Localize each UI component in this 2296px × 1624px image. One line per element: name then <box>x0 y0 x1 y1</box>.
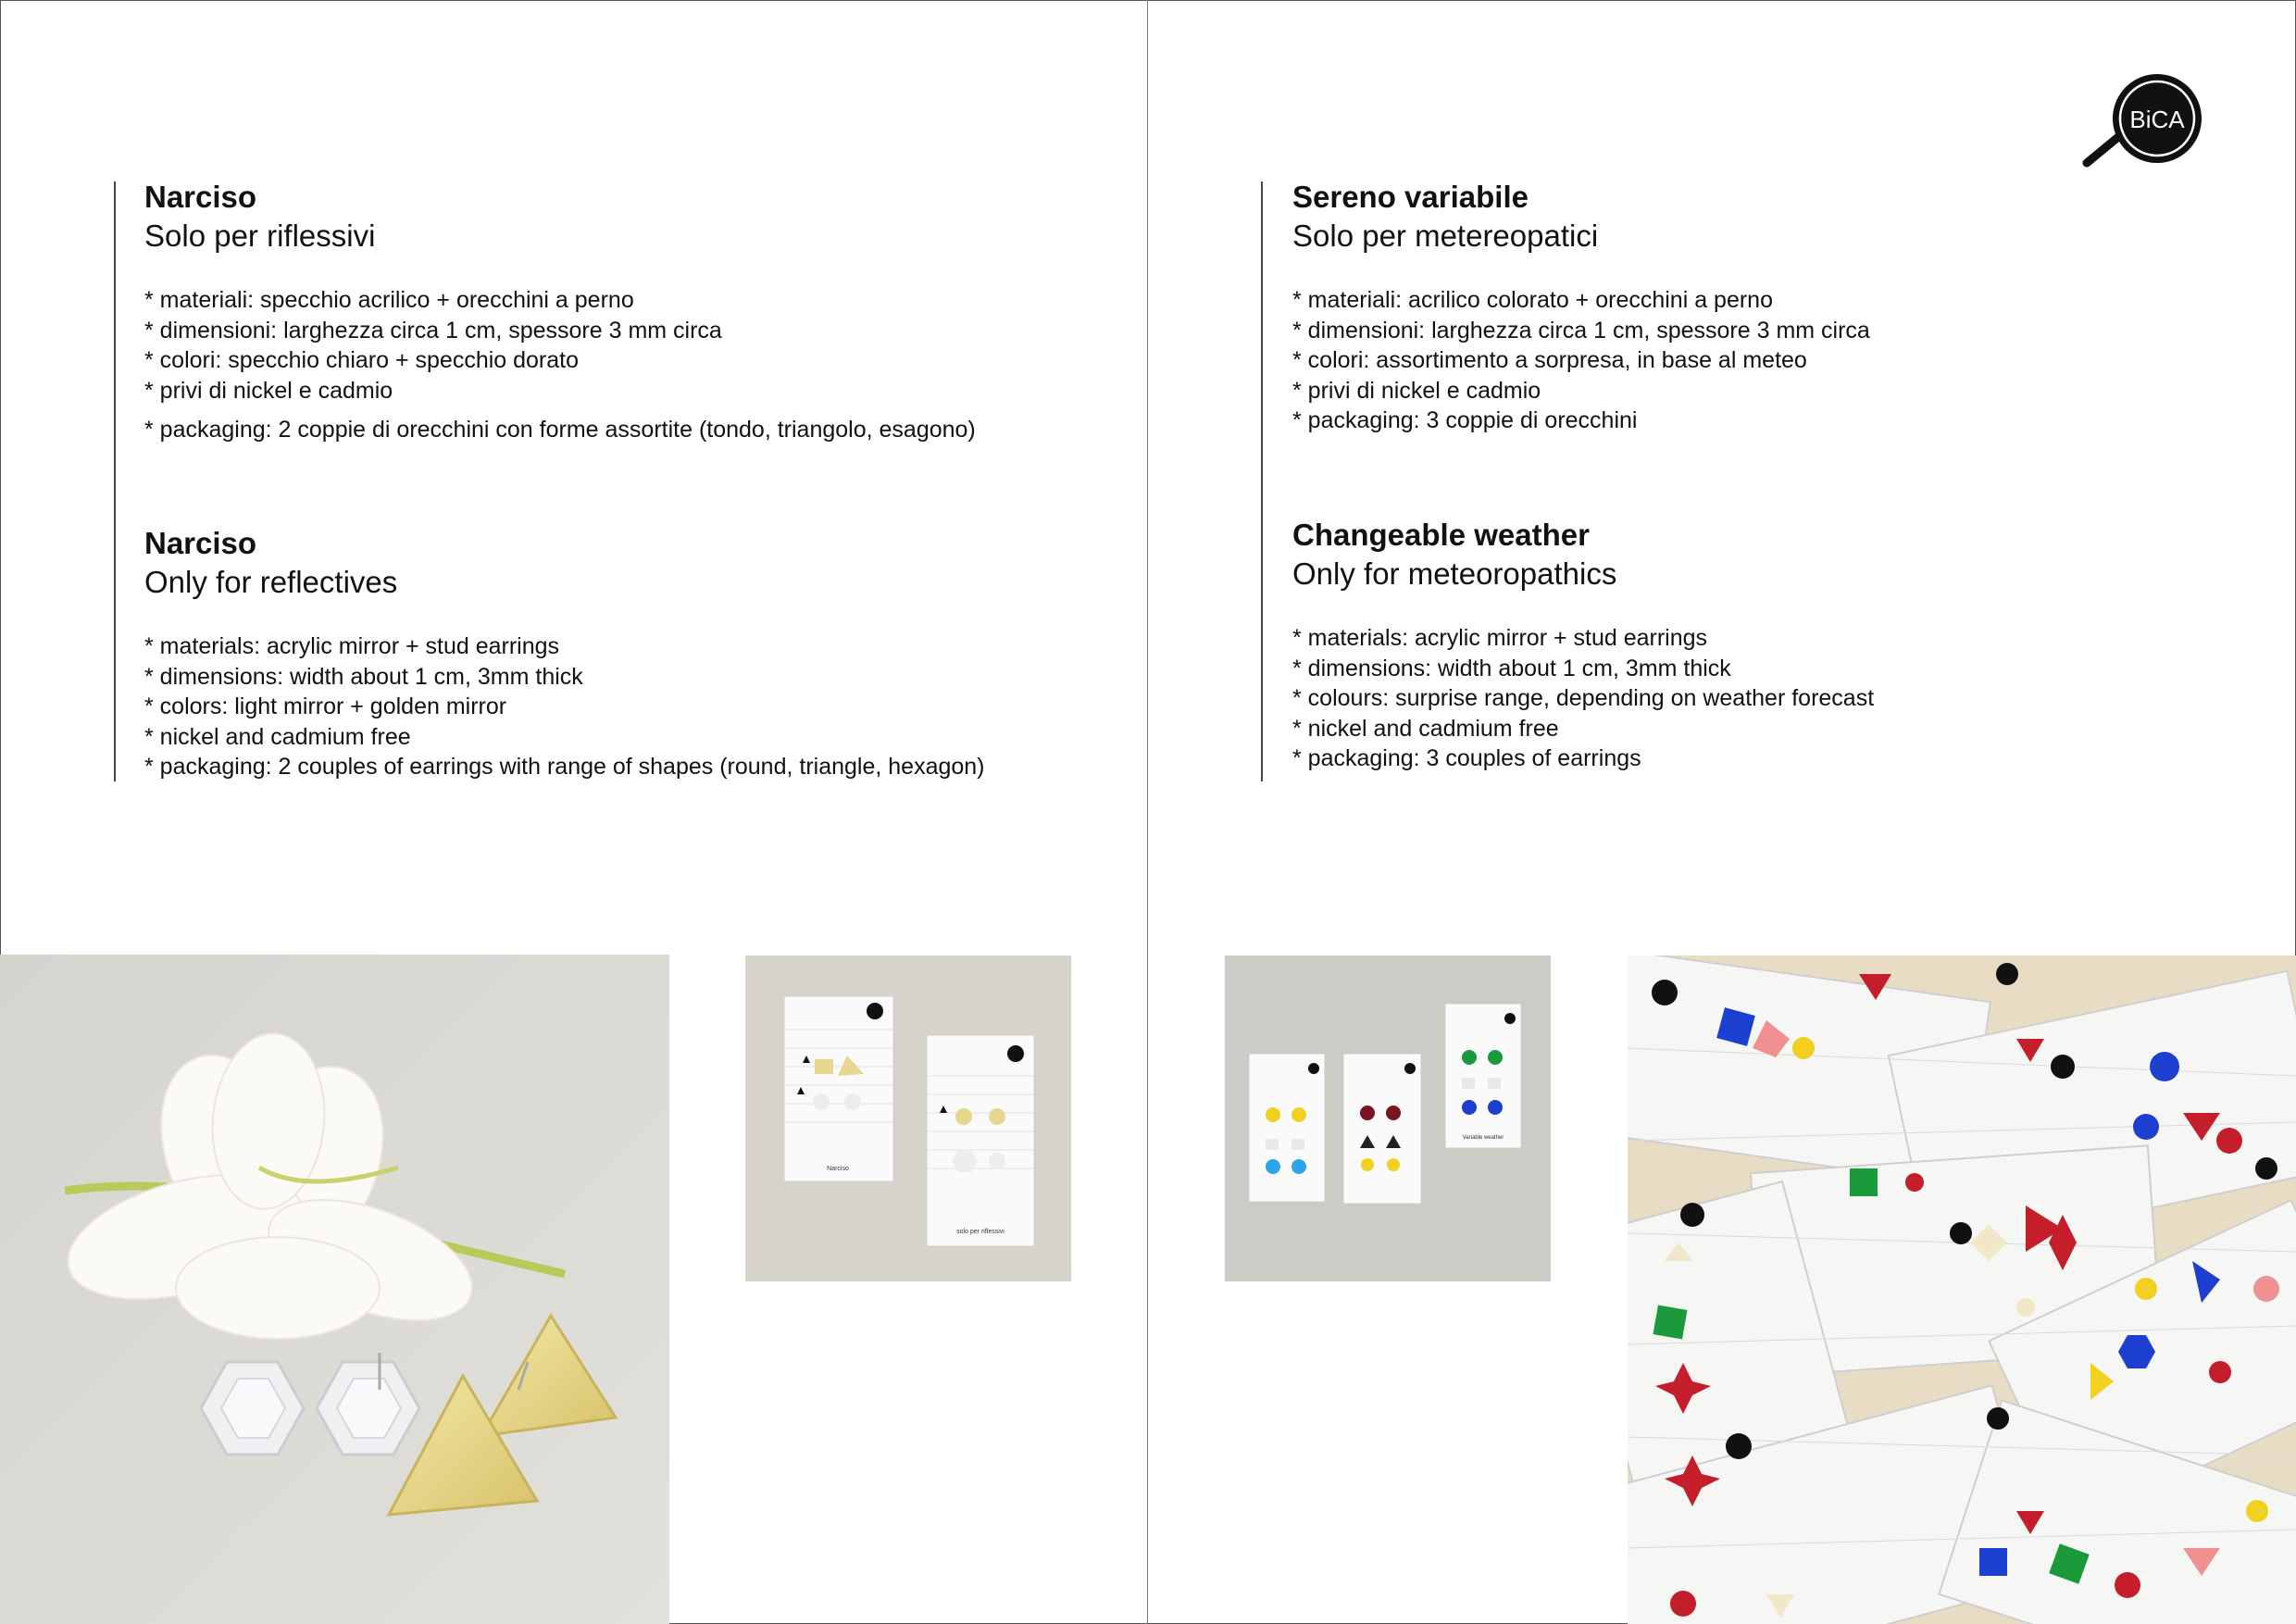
spec-item: * colori: specchio chiaro + specchio dorato <box>144 347 580 373</box>
product-title: Narciso <box>144 526 257 560</box>
product-subtitle: Only for meteoropathics <box>1292 556 1617 591</box>
spec-item: * packaging: 2 coppie di orecchini con forme assortite (tondo, triangolo, esagono) <box>144 417 976 443</box>
spec-item: * privi di nickel e cadmio <box>1292 377 1541 404</box>
spec-item: * packaging: 3 couples of earrings <box>1292 745 1641 771</box>
spec-item: * colors: light mirror + golden mirror <box>144 693 507 719</box>
right-rule <box>1261 181 1263 781</box>
spec-item: * privi di nickel e cadmio <box>144 377 393 404</box>
product-title: Narciso <box>144 180 257 214</box>
narciso-cards-photo <box>745 956 1071 1281</box>
weather-en-block <box>1292 516 2218 774</box>
card-sublabel: solo per riflessivi <box>956 1229 1004 1235</box>
spec-item: * dimensions: width about 1 cm, 3mm thick <box>1292 655 1731 681</box>
narciso-en-block <box>144 524 1126 782</box>
spec-item: * nickel and cadmium free <box>1292 715 1559 742</box>
spec-list <box>144 631 1126 782</box>
spec-list <box>1292 285 2218 436</box>
logo-text: BiCA <box>2129 106 2185 133</box>
card-label: Variable weather <box>1462 1135 1504 1141</box>
spec-list <box>1292 623 2218 774</box>
left-rule <box>114 181 116 781</box>
flower-earrings-photo <box>0 955 669 1624</box>
product-title: Changeable weather <box>1292 518 1590 552</box>
narciso-it-block <box>144 178 1126 445</box>
spec-item: * colori: assortimento a sorpresa, in base al meteo <box>1292 347 1807 373</box>
card-label: Narciso <box>827 1166 849 1172</box>
spec-item: * dimensioni: larghezza circa 1 cm, spessore 3 mm circa <box>1292 317 1870 344</box>
spec-item: * materiali: acrilico colorato + orecchini a perno <box>1292 287 1773 313</box>
spec-item: * nickel and cadmium free <box>144 723 411 750</box>
product-subtitle: Only for reflectives <box>144 565 398 599</box>
spec-item: * packaging: 2 couples of earrings with range of shapes (round, triangle, hexagon) <box>144 754 985 780</box>
spec-list <box>144 285 1126 445</box>
spec-item: * materials: acrylic mirror + stud earrings <box>144 633 560 659</box>
bica-logo <box>2081 72 2203 172</box>
sereno-it-block <box>1292 178 2218 436</box>
page-spine <box>1147 0 1148 1624</box>
spec-item: * dimensions: width about 1 cm, 3mm thick <box>144 663 583 690</box>
spec-item: * materiali: specchio acrilico + orecchini a perno <box>144 287 634 313</box>
spec-item: * dimensioni: larghezza circa 1 cm, spessore 3 mm circa <box>144 317 722 344</box>
cards-pile-photo <box>1628 956 2296 1624</box>
spec-item: * colours: surprise range, depending on weather forecast <box>1292 685 1875 711</box>
product-subtitle: Solo per metereopatici <box>1292 219 1599 253</box>
spec-item: * packaging: 3 coppie di orecchini <box>1292 407 1638 433</box>
product-subtitle: Solo per riflessivi <box>144 219 376 253</box>
magnifier-logo-icon <box>2081 72 2203 172</box>
spec-item: * materials: acrylic mirror + stud earrings <box>1292 625 1708 651</box>
product-title: Sereno variabile <box>1292 180 1529 214</box>
weather-cards-photo <box>1225 956 1551 1281</box>
